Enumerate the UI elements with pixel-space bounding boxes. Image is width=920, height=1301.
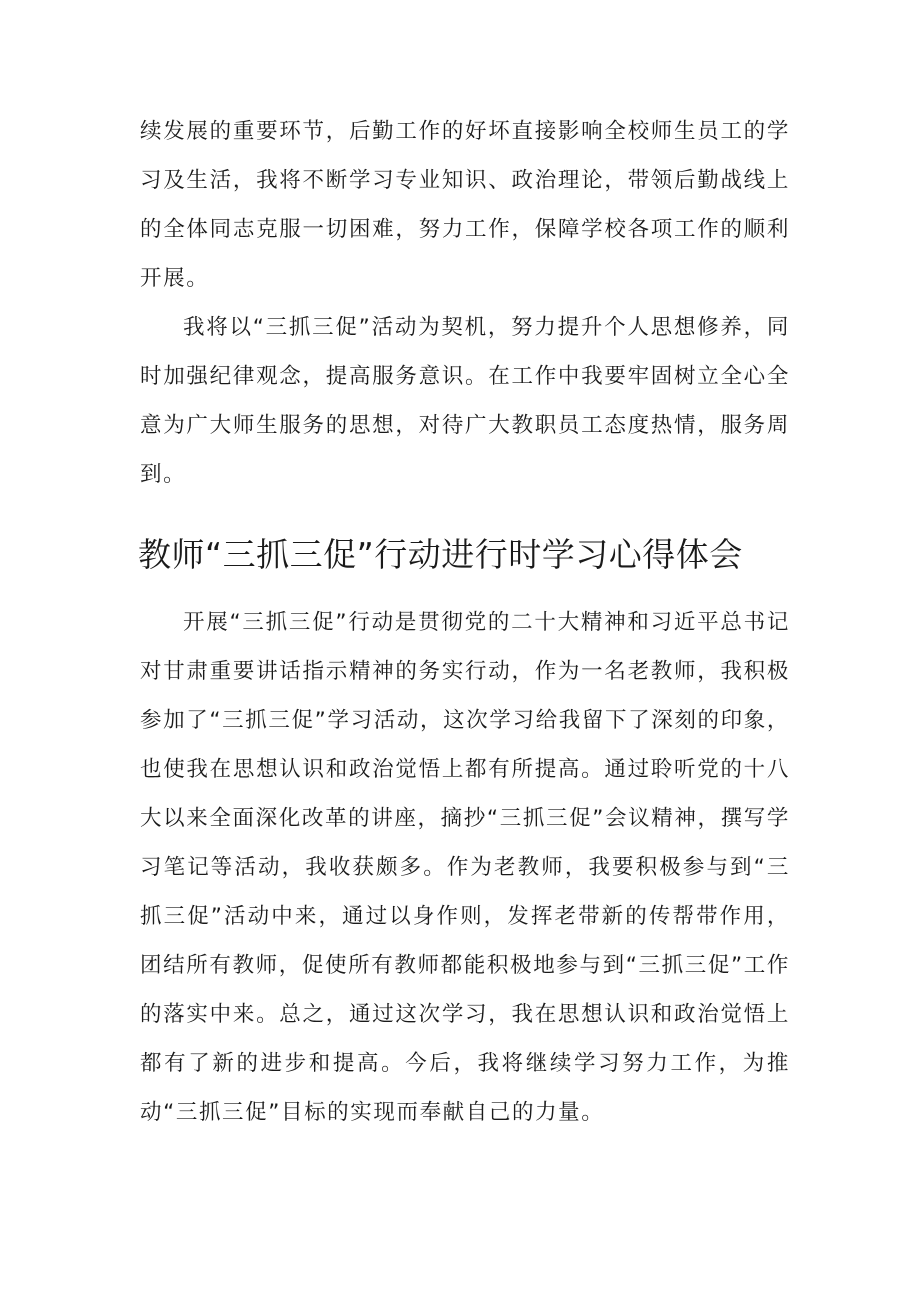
paragraph-continuation: 续发展的重要环节，后勤工作的好坏直接影响全校师生员工的学习及生活，我将不断学习专业知识、政治理论，带领后勤战线上的全体同志克服一切困难，努力工作，保障学校各项工作的顺利开展。	[140, 119, 790, 291]
section-two-body	[140, 598, 790, 1137]
section-title: 教师“三抓三促”行动进行时学习心得体会	[138, 535, 743, 574]
paragraph: 开展“三抓三促”行动是贯彻党的二十大精神和习近平总书记对甘肃重要讲话指示精神的务实行动，作为一名老教师，我积极参加了“三抓三促”学习活动，这次学习给我留下了深刻的印象，也使我在思想认识和政治觉悟上都有所提高。通过聆听党的十八大以来全面深化改革的讲座，摘抄“三抓三促”会议精神，撰写学习笔记等活动，我收获颇多。作为老教师，我要积极参与到“三抓三促”活动中来，通过以身作则，发挥老带新的传帮带作用，团结所有教师，促使所有教师都能积极地参与到“三抓三促”工作的落实中来。总之，通过这次学习，我在思想认识和政治觉悟上都有了新的进步和提高。今后，我将继续学习努力工作，为推动“三抓三促”目标的实现而奉献自己的力量。	[140, 610, 790, 1125]
paragraph: 我将以“三抓三促”活动为契机，努力提升个人思想修养，同时加强纪律观念，提高服务意识。在工作中我要牢固树立全心全意为广大师生服务的思想，对待广大教职员工态度热情，服务周到。	[140, 315, 790, 487]
section-one-body	[140, 107, 790, 499]
